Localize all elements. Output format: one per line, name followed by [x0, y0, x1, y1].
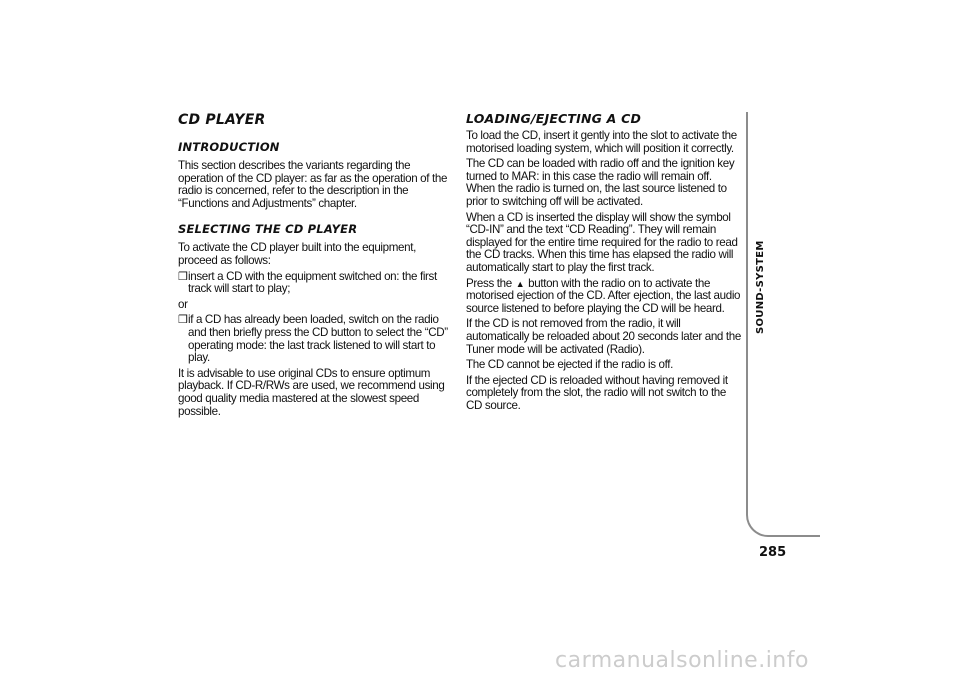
paragraph: The CD cannot be ejected if the radio is off.	[466, 358, 674, 372]
paragraph: To load the CD, insert it gently into the slot to activate the motorised loading system, which will position it correctly.	[466, 129, 737, 155]
introduction-text: This section describes the variants regarding the operation of the CD player: as far as the operation of the radio is concerned, refer to the description in the “Functions and Adjustments” chapter.	[178, 159, 448, 210]
paragraph: If the CD is not removed from the radio, it will automatically be reloaded about 20 seconds later and the Tuner mode will be activated (Radio).	[466, 317, 741, 356]
checkbox-bullet-icon: ❒	[178, 314, 188, 327]
checkbox-bullet-icon: ❒	[178, 270, 188, 283]
side-tab-label: SOUND-SYSTEM	[755, 240, 766, 334]
list-item	[178, 271, 450, 296]
left-column	[178, 112, 450, 421]
loading-ejecting-heading: LOADING/EJECTING A CD	[466, 111, 642, 126]
list-item-text: insert a CD with the equipment switched on: the first track will start to play;	[188, 269, 437, 296]
right-column	[466, 112, 741, 415]
watermark: carmanualsonline.info	[555, 648, 809, 673]
advice-text: It is advisable to use original CDs to ensure optimum playback. If CD-R/RWs are used, we recommend using good quality media mastered at the slowest speed possible.	[178, 366, 445, 418]
page-number: 285	[759, 545, 787, 560]
list-item-text: if a CD has already been loaded, switch on the radio and then briefly press the CD button to select the “CD” operating mode: the last track listened to will start to play.	[188, 313, 448, 365]
paragraph: If the ejected CD is reloaded without having removed it completely from the slot, the radio will not switch to the CD source.	[466, 373, 728, 412]
selecting-heading: SELECTING THE CD PLAYER	[178, 222, 358, 237]
introduction-heading: INTRODUCTION	[178, 140, 280, 154]
eject-paragraph	[466, 278, 741, 316]
list-item	[178, 314, 450, 364]
eject-paragraph-lead: Press the	[466, 276, 512, 290]
or-text: or	[178, 297, 188, 311]
selecting-text: To activate the CD player built into the equipment, proceed as follows:	[178, 241, 416, 267]
paragraph: When a CD is inserted the display will show the symbol “CD-IN” and the text “CD Reading”. They will remain displayed for the entire time required for the radio to read the CD tracks. When this time has elapsed the radio will automatically start to play the first track.	[466, 210, 738, 274]
section-title: CD PLAYER	[178, 112, 266, 128]
eject-icon: ▲	[515, 278, 525, 289]
paragraph: The CD can be loaded with radio off and the ignition key turned to MAR: in this case the radio will remain off. When the radio is turned on, the last source listened to prior to switching off will be activated.	[466, 157, 735, 208]
eject-paragraph-rest: button with the radio on to activate the motorised ejection of the CD. After ejection, the last audio source listened to before playing the CD will be heard.	[466, 276, 741, 315]
